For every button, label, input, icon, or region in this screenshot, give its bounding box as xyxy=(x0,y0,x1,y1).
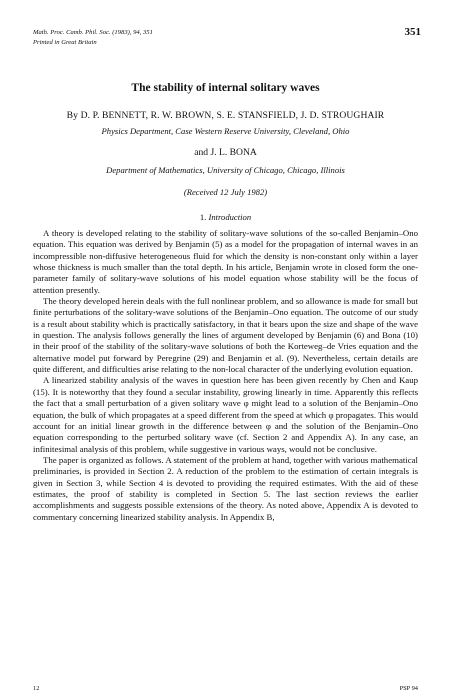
paper-title: The stability of internal solitary waves xyxy=(131,82,320,94)
footer-signature-number: 12 xyxy=(33,685,40,692)
section-number: 1. xyxy=(199,212,207,222)
affiliation-mathematics: Department of Mathematics, University of Chicago, Chicago, Illinois xyxy=(106,165,345,175)
body-text xyxy=(33,228,418,523)
authors-line: By D. P. BENNETT, R. W. BROWN, S. E. STANSFIELD, J. D. STROUGHAIR xyxy=(66,110,385,121)
journal-citation: Math. Proc. Camb. Phil. Soc. (1983), 94, 351 xyxy=(33,29,153,36)
footer-journal-code: PSP 94 xyxy=(399,685,418,692)
page-number: 351 xyxy=(404,26,421,38)
paragraph: The theory developed herein deals with the full nonlinear problem, and so allowance is made for small but finite perturbations of the solitary-wave solutions of the Benjamin–Ono equation. The outcome of our study is a result about stability which is practically satisfactory, in that it bears upon the size and shape of the wave in question. The analysis follows generally the lines of argument developed by Benjamin (6) and Bona (10) in their proof of the stability of the solitary-wave solutions of both the Korteweg–de Vries equation and the alternative model put forward by Peregrine (29) and Benjamin et al. (9). Nevertheless, certain details are quite different, and difficulties arise relating to the non-local character of the underlying evolution equation. xyxy=(33,296,418,375)
paragraph: A linearized stability analysis of the waves in question here has been given recently by Chen and Kaup (15). It is noteworthy that they found a secular instability, growing linearly in time. Apparently this reflects the fact that a small perturbation of a given solitary wave φ might lead to a solution of the Benjamin–Ono equation, the bulk of which propagates at a speed different from the speed at which φ propagates. This would account for an initial linear growth in the difference between φ and the solution of the Benjamin–Ono equation corresponding to the perturbed solitary wave (cf. Section 2 and Appendix A). In any case, an infinitesimal analysis of this problem, while suggestive in various ways, would not be conclusive. xyxy=(33,375,418,454)
second-author-line: and J. L. BONA xyxy=(194,147,257,158)
received-date: (Received 12 July 1982) xyxy=(183,187,268,197)
running-header xyxy=(33,28,153,48)
section-heading xyxy=(0,212,451,222)
paragraph: The paper is organized as follows. A statement of the problem at hand, together with various mathematical preliminaries, is provided in Section 2. A reduction of the problem to the estimation of certain integrals is given in Section 3, while Section 4 is devoted to providing the required estimates. With the aid of these estimates, the proof of stability is completed in Section 5. The last section reviews the earlier accomplishments and suggests possible extensions of the theory. As noted above, Appendix A is devoted to commentary concerning linearized stability analysis. In Appendix B, xyxy=(33,454,418,522)
paragraph: A theory is developed relating to the stability of solitary-wave solutions of the so-called Benjamin–Ono equation. This equation was derived by Benjamin (5) as a model for the propagation of internal waves in an incompressible non-diffusive heterogeneous fluid for which the density is non-constant only within a layer whose thickness is much smaller than the total depth. In his article, Benjamin wrote in closed form the one-parameter family of solitary-wave solutions of his model equation whose stability will be the focus of attention presently. xyxy=(33,228,418,295)
section-title: Introduction xyxy=(208,212,252,222)
affiliation-physics: Physics Department, Case Western Reserve University, Cleveland, Ohio xyxy=(101,126,350,136)
printed-in-note: Printed in Great Britain xyxy=(33,39,97,46)
